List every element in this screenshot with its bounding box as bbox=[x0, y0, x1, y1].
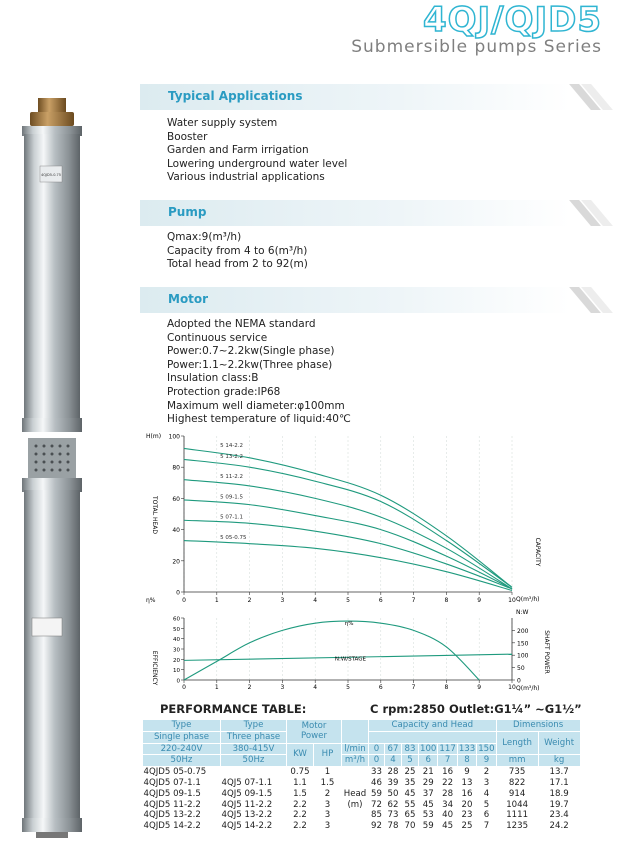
table-cell: 3 bbox=[324, 821, 331, 832]
performance-curve-chart bbox=[144, 430, 564, 698]
table-cell: 4QJ5 11-2.2 bbox=[221, 799, 273, 810]
y-tick-label: 40 bbox=[173, 637, 180, 644]
y-tick-label: 0 bbox=[176, 589, 180, 597]
table-cell: 4QJD5 05-0.75 bbox=[143, 767, 207, 778]
header-cell: Single phase bbox=[143, 731, 221, 743]
header-cell: 50Hz bbox=[143, 755, 221, 767]
table-cell: 1235 bbox=[506, 821, 529, 832]
header-cell: HP bbox=[314, 743, 342, 767]
x-tick-label: 6 bbox=[378, 597, 383, 604]
header-cell: 133 bbox=[458, 743, 476, 754]
header-cell: 150 bbox=[478, 743, 495, 754]
pump-specs-list bbox=[167, 231, 308, 272]
table-cell: 18.9 bbox=[549, 788, 569, 799]
table-cell: 4QJD5 13-2.2 bbox=[143, 810, 201, 821]
series-label: 5 14-2.2 bbox=[220, 442, 244, 449]
right-axis-label: CAPACITY bbox=[534, 537, 541, 567]
table-cell: 34 bbox=[442, 799, 454, 810]
table-cell: 4QJ5 07-1.1 bbox=[221, 777, 273, 788]
header-cell: 6 bbox=[419, 755, 438, 767]
header-cell: 4 bbox=[385, 755, 402, 767]
table-cell bbox=[342, 821, 369, 832]
performance-table-title: PERFORMANCE TABLE: bbox=[160, 702, 307, 716]
table-row bbox=[143, 800, 581, 811]
header-cell: Three phase bbox=[221, 731, 287, 743]
x-tick-label: 3 bbox=[280, 597, 285, 604]
table-cell: 4QJD5 09-1.5 bbox=[143, 788, 201, 799]
table-row bbox=[143, 821, 581, 832]
x-tick-label: 6 bbox=[378, 684, 383, 691]
x-tick-label: 2 bbox=[247, 597, 252, 604]
table-cell: 45 bbox=[422, 799, 434, 810]
table-cell: 6 bbox=[483, 810, 490, 821]
table-cell: 4QJD5 07-1.1 bbox=[143, 777, 201, 788]
section-title: Pump bbox=[168, 205, 207, 219]
table-cell: 3 bbox=[483, 777, 490, 788]
pump-plate-text: 4QJD5-0.75 bbox=[41, 173, 61, 177]
table-cell: 70 bbox=[404, 821, 416, 832]
table-cell: 4QJ5 14-2.2 bbox=[221, 821, 273, 832]
y-tick-label: 0 bbox=[176, 678, 180, 685]
table-cell: 78 bbox=[387, 821, 399, 832]
x-tick-label: 7 bbox=[411, 597, 416, 604]
list-item: Insulation class:B bbox=[167, 372, 259, 385]
x-tick-label: 1 bbox=[214, 597, 219, 604]
x-tick-label: 1 bbox=[214, 684, 219, 691]
list-item: Various industrial applications bbox=[167, 171, 325, 184]
motor-label-plate bbox=[32, 618, 62, 636]
table-cell: 28 bbox=[442, 788, 454, 799]
x-tick-label: 5 bbox=[346, 684, 350, 691]
table-cell: 13 bbox=[461, 777, 473, 788]
y-tick-label: 40 bbox=[172, 527, 180, 535]
table-row bbox=[143, 778, 581, 789]
table-cell: 23 bbox=[461, 810, 473, 821]
header-cell: Length bbox=[496, 731, 538, 755]
table-cell: 4QJ5 13-2.2 bbox=[221, 810, 273, 821]
table-cell: 62 bbox=[387, 799, 399, 810]
table-cell: 29 bbox=[422, 777, 434, 788]
header-cell: Weight bbox=[538, 731, 580, 755]
header-cell: 100 bbox=[420, 743, 437, 754]
table-cell bbox=[342, 810, 369, 821]
x-tick-label: 4 bbox=[313, 684, 318, 691]
table-cell: 25 bbox=[404, 767, 416, 778]
table-cell: 1.5 bbox=[293, 788, 307, 799]
table-cell: 45 bbox=[404, 788, 416, 799]
table-row bbox=[143, 810, 581, 821]
x-tick-label: 9 bbox=[477, 684, 482, 691]
x-unit-label: Q(m³/h) bbox=[516, 596, 540, 603]
header-cell: Capacity and Head bbox=[369, 720, 497, 732]
table-cell: 59 bbox=[371, 788, 382, 799]
pump-intake bbox=[28, 438, 76, 478]
table-cell: 4 bbox=[483, 788, 490, 799]
list-item: Total head from 2 to 92(m) bbox=[167, 258, 308, 271]
section-header-applications bbox=[140, 84, 600, 110]
table-cell: 92 bbox=[371, 821, 382, 832]
y-tick-label: 30 bbox=[173, 647, 180, 654]
table-cell bbox=[221, 767, 287, 778]
y-tick-label: 50 bbox=[173, 626, 180, 633]
y-tick-label: 20 bbox=[173, 657, 180, 664]
header-cell: Type bbox=[143, 720, 221, 732]
series-subtitle: Submersible pumps Series bbox=[351, 37, 602, 57]
header-cell: m³/h bbox=[342, 755, 369, 767]
header-cell: 380-415V bbox=[221, 743, 287, 755]
table-cell: 1 bbox=[324, 767, 331, 778]
table-cell: 28 bbox=[387, 767, 399, 778]
y-tick-label: 10 bbox=[173, 668, 180, 675]
table-cell: 21 bbox=[422, 767, 434, 778]
table-cell: 5 bbox=[483, 799, 490, 810]
performance-table bbox=[142, 719, 581, 832]
x-tick-label: 9 bbox=[477, 597, 482, 604]
list-item: Maximum well diameter:φ100mm bbox=[167, 399, 345, 412]
pump-outlet bbox=[38, 98, 66, 114]
table-cell: 24.2 bbox=[549, 821, 569, 832]
right-tick-label: 100 bbox=[517, 652, 529, 660]
table-cell: 65 bbox=[404, 810, 416, 821]
table-cell: 22 bbox=[442, 777, 454, 788]
table-cell: 39 bbox=[387, 777, 399, 788]
header-cell: 83 bbox=[402, 743, 419, 755]
header-cell bbox=[342, 720, 369, 744]
table-cell: 17.1 bbox=[549, 777, 569, 788]
performance-info: C rpm:2850 Outlet:G1¼” ~G1½” bbox=[370, 702, 582, 716]
y-tick-label: 60 bbox=[173, 616, 180, 623]
table-cell: 4QJ5 09-1.5 bbox=[221, 788, 273, 799]
y-axis-label: TOTAL HEAD bbox=[151, 496, 158, 534]
table-row bbox=[143, 789, 581, 800]
table-cell: 16 bbox=[461, 788, 473, 799]
header-cell: mm bbox=[496, 755, 538, 767]
table-cell: 46 bbox=[371, 777, 382, 788]
right-axis-label: SHAFT POWER bbox=[543, 630, 550, 674]
table-cell: 7 bbox=[483, 821, 490, 832]
section-title: Typical Applications bbox=[168, 89, 303, 103]
x-tick-label: 8 bbox=[444, 684, 449, 691]
table-cell: 2 bbox=[324, 788, 331, 799]
header-cell: KW bbox=[287, 743, 314, 767]
table-cell bbox=[342, 767, 369, 778]
series-label: 5 13-2.2 bbox=[220, 453, 244, 460]
x-tick-label: 4 bbox=[313, 597, 318, 604]
list-item: Adopted the NEMA standard bbox=[167, 318, 316, 330]
header-cell: 5 bbox=[402, 755, 419, 767]
table-cell: 59 bbox=[422, 821, 434, 832]
table-cell: 0.75 bbox=[290, 767, 310, 778]
y-tick-label: 80 bbox=[172, 464, 180, 472]
header-cell: kg bbox=[538, 755, 580, 767]
list-item: Garden and Farm irrigation bbox=[167, 144, 309, 157]
x-tick-label: 5 bbox=[346, 597, 350, 604]
table-cell: 822 bbox=[508, 777, 526, 788]
table-cell: 23.4 bbox=[549, 810, 569, 821]
table-cell: 73 bbox=[387, 810, 399, 821]
table-cell: 20 bbox=[461, 799, 473, 810]
y-unit-label: η% bbox=[146, 597, 156, 604]
table-cell: 3 bbox=[324, 810, 331, 821]
table-cell: 37 bbox=[422, 788, 434, 799]
x-unit-label: Q(m³/h) bbox=[516, 685, 540, 692]
efficiency-curve bbox=[184, 621, 479, 680]
table-cell: 4QJD5 14-2.2 bbox=[143, 821, 201, 832]
x-tick-label: 2 bbox=[247, 684, 252, 691]
list-item: Power:1.1~2.2kw(Three phase) bbox=[167, 358, 333, 371]
table-cell: Head bbox=[343, 788, 367, 799]
header-cell bbox=[369, 731, 497, 743]
header-cell: 0 bbox=[369, 743, 385, 755]
table-cell: 45 bbox=[442, 821, 454, 832]
table-cell: 19.7 bbox=[549, 799, 569, 810]
table-cell bbox=[342, 778, 369, 789]
section-title: Motor bbox=[168, 292, 209, 306]
model-title: 4QJ/QJD5 bbox=[422, 0, 602, 40]
table-cell: 735 bbox=[508, 767, 526, 778]
table-cell: 2 bbox=[483, 767, 490, 778]
pump-image bbox=[14, 98, 90, 838]
table-cell: 4QJD5 11-2.2 bbox=[143, 799, 201, 810]
y-tick-label: 60 bbox=[172, 495, 180, 503]
header-cell: 9 bbox=[477, 755, 496, 767]
right-tick-label: 50 bbox=[517, 665, 525, 673]
header-cell: Dimensions bbox=[496, 720, 580, 732]
brand-header bbox=[351, 2, 602, 56]
right-tick-label: 0 bbox=[517, 677, 521, 685]
table-cell: 13.7 bbox=[549, 767, 569, 778]
x-tick-label: 0 bbox=[182, 597, 186, 604]
series-label: 5 05-0.75 bbox=[220, 535, 247, 542]
y-unit-label: H(m) bbox=[146, 433, 162, 440]
table-cell: 35 bbox=[404, 777, 416, 788]
list-item: Qmax:9(m³/h) bbox=[167, 231, 242, 243]
y-tick-label: 100 bbox=[168, 433, 180, 441]
header-cell: 0 bbox=[369, 755, 385, 767]
x-tick-label: 0 bbox=[182, 684, 186, 691]
table-row bbox=[143, 767, 581, 778]
header-cell: 50Hz bbox=[221, 755, 287, 767]
header-cell: Motor Power bbox=[287, 720, 342, 744]
table-cell: (m) bbox=[347, 799, 363, 810]
series-label: N:W/STAGE bbox=[334, 656, 366, 663]
table-header-row bbox=[143, 755, 581, 767]
section-header-motor bbox=[140, 287, 600, 313]
table-cell: 1.1 bbox=[293, 777, 307, 788]
list-item: Continuous service bbox=[167, 331, 268, 344]
table-cell: 40 bbox=[442, 810, 454, 821]
header-cell: 220-240V bbox=[143, 743, 221, 755]
table-cell: 50 bbox=[387, 788, 399, 799]
table-cell: 53 bbox=[422, 810, 434, 821]
x-tick-label: 7 bbox=[411, 684, 416, 691]
series-label: 5 11-2.2 bbox=[220, 474, 244, 481]
table-cell: 2.2 bbox=[293, 799, 307, 810]
list-item: Lowering underground water level bbox=[167, 157, 348, 170]
x-tick-label: 10 bbox=[508, 597, 516, 604]
table-cell: 2.2 bbox=[293, 821, 307, 832]
motor-specs-list bbox=[167, 318, 351, 427]
right-unit-label: N:W bbox=[516, 609, 529, 616]
series-label: η% bbox=[344, 621, 354, 628]
series-label: 5 09-1.5 bbox=[220, 494, 244, 501]
y-tick-label: 20 bbox=[172, 558, 180, 566]
table-cell: 9 bbox=[464, 767, 470, 778]
table-cell: 1111 bbox=[506, 810, 529, 821]
series-line bbox=[184, 520, 512, 589]
table-header-row bbox=[143, 720, 581, 732]
table-cell: 55 bbox=[404, 799, 416, 810]
pump-motor bbox=[24, 490, 80, 822]
table-cell: 16 bbox=[442, 767, 454, 778]
table-cell: 3 bbox=[324, 799, 331, 810]
x-tick-label: 10 bbox=[508, 684, 516, 691]
table-cell: 914 bbox=[508, 788, 526, 799]
table-cell: 72 bbox=[371, 799, 382, 810]
right-tick-label: 150 bbox=[517, 640, 529, 648]
header-cell: l/min bbox=[342, 743, 369, 755]
header-cell: 8 bbox=[457, 755, 476, 767]
table-cell: 1044 bbox=[506, 799, 529, 810]
list-item: Highest temperature of liquid:40℃ bbox=[167, 413, 351, 426]
list-item: Water supply system bbox=[167, 117, 278, 129]
right-tick-label: 200 bbox=[517, 627, 529, 635]
x-tick-label: 8 bbox=[444, 597, 449, 604]
y-axis-label: EFFICIENCY bbox=[151, 650, 158, 686]
x-tick-label: 3 bbox=[280, 684, 285, 691]
table-cell: 85 bbox=[371, 810, 382, 821]
header-cell: Type bbox=[221, 720, 287, 732]
applications-list bbox=[167, 117, 347, 185]
list-item: Power:0.7~2.2kw(Single phase) bbox=[167, 345, 335, 358]
table-cell: 2.2 bbox=[293, 810, 307, 821]
section-header-pump bbox=[140, 200, 600, 226]
list-item: Capacity from 4 to 6(m³/h) bbox=[167, 244, 308, 257]
list-item: Protection grade:IP68 bbox=[167, 385, 281, 398]
table-cell: 1.5 bbox=[320, 777, 335, 788]
list-item: Booster bbox=[167, 130, 208, 143]
table-cell: 25 bbox=[461, 821, 473, 832]
header-cell: 117 bbox=[439, 743, 456, 754]
header-cell: 67 bbox=[385, 743, 402, 755]
table-cell: 33 bbox=[371, 767, 382, 778]
header-cell: 7 bbox=[438, 755, 457, 767]
series-label: 5 07-1.1 bbox=[220, 514, 244, 521]
